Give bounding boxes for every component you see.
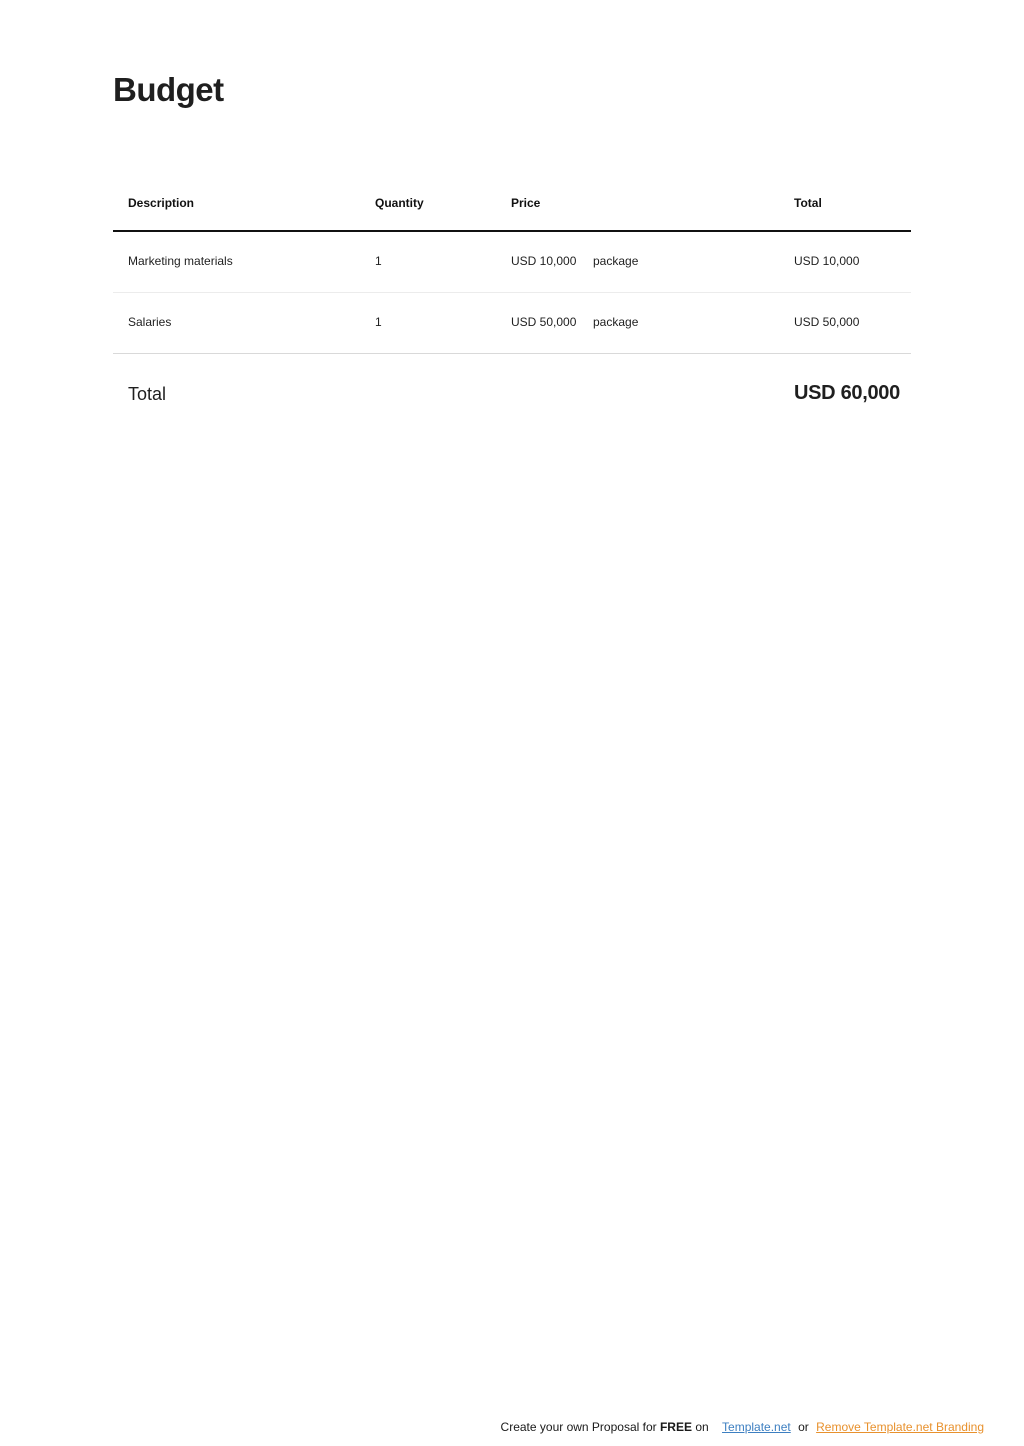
total-value: USD 60,000	[794, 382, 900, 404]
template-net-link[interactable]: Template.net	[722, 1420, 791, 1434]
row-price: USD 10,000	[511, 254, 577, 268]
header-quantity: Quantity	[375, 196, 424, 210]
row-quantity: 1	[375, 254, 382, 268]
row-price: USD 50,000	[511, 315, 577, 329]
row-quantity: 1	[375, 315, 382, 329]
footer-on-text: on	[695, 1420, 709, 1434]
footer-free-text: FREE	[659, 1420, 692, 1434]
row-total: USD 10,000	[794, 254, 860, 268]
table-total-row	[113, 354, 911, 434]
branding-footer	[501, 1419, 984, 1435]
table-header-row	[113, 176, 911, 232]
header-price: Price	[511, 196, 541, 210]
remove-branding-link[interactable]: Remove Template.net Branding	[816, 1420, 984, 1434]
header-total: Total	[794, 196, 822, 210]
row-unit: package	[593, 254, 639, 268]
row-total: USD 50,000	[794, 315, 860, 329]
footer-or-text: or	[798, 1420, 809, 1434]
table-row	[113, 232, 911, 293]
page-title: Budget	[113, 71, 224, 108]
row-description: Salaries	[128, 315, 172, 329]
table-row	[113, 293, 911, 354]
budget-table	[113, 176, 911, 434]
footer-prefix-text: Create your own Proposal for	[500, 1420, 657, 1434]
total-label: Total	[128, 384, 167, 404]
row-description: Marketing materials	[128, 254, 233, 268]
row-unit: package	[593, 315, 639, 329]
header-description: Description	[128, 196, 195, 210]
